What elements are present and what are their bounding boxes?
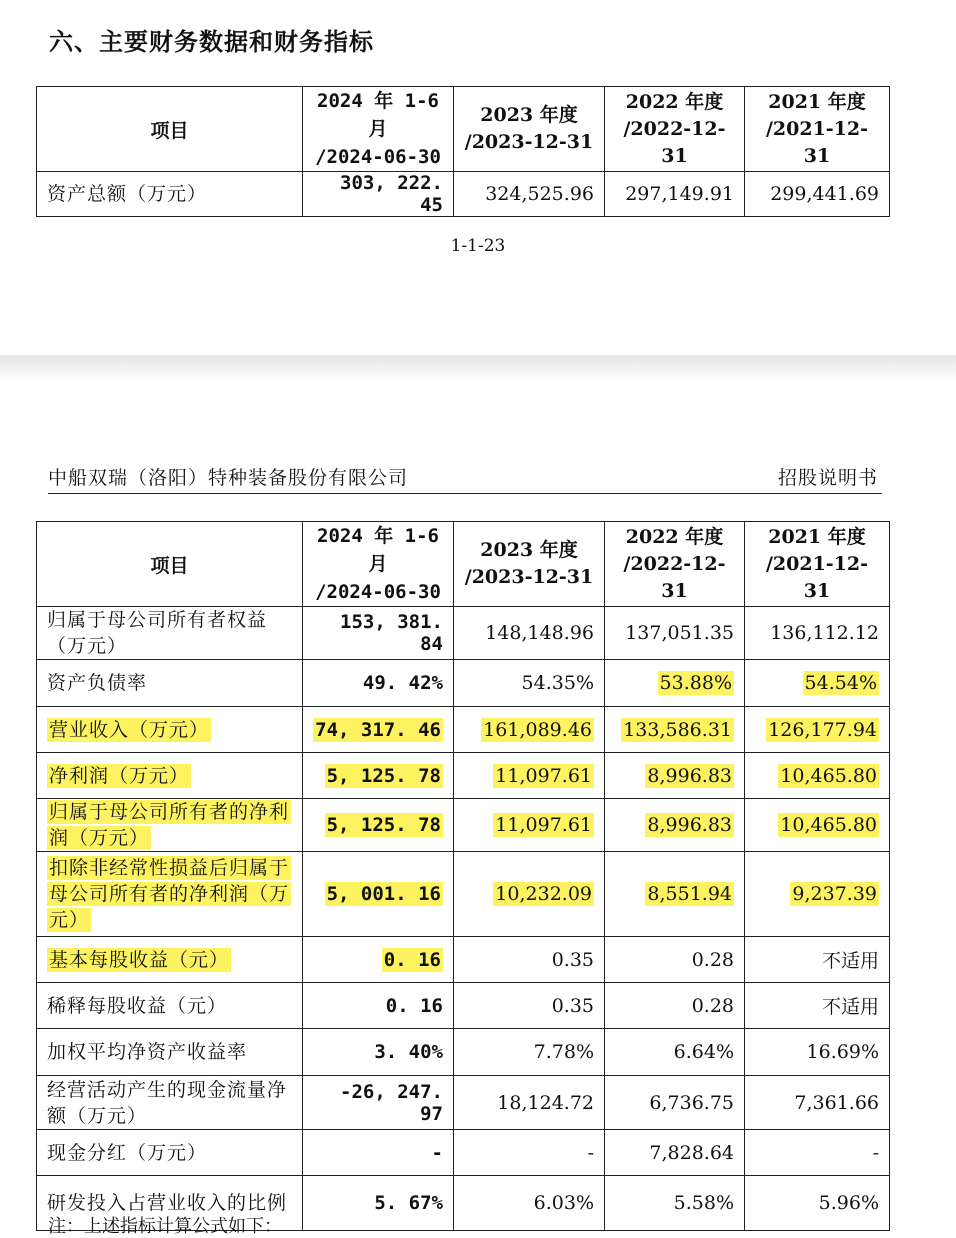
row-value: 5, 125. 78 [326,764,441,787]
header-period-line2: /2021-12-31 [765,552,869,602]
row-value: 6.64% [673,1041,734,1063]
financial-table-part2 [36,521,890,1231]
running-header [48,463,882,494]
row-label: 稀释每股收益（元） [47,994,228,1017]
row-value-cell [605,799,745,852]
row-value: - [587,1141,594,1164]
row-value-cell [454,983,605,1029]
row-value-cell [303,1076,454,1130]
document-type: 招股说明书 [777,467,878,489]
row-value: 11,097.61 [495,814,592,836]
row-value-cell [745,753,890,799]
row-value: 10,232.09 [495,883,592,905]
row-label: 资产总额（万元） [47,183,208,205]
row-value-cell [454,799,605,852]
row-value-cell [605,753,745,799]
row-label-cell [37,983,303,1029]
row-value: 3. 40% [374,1041,443,1063]
row-value: 6,736.75 [649,1091,734,1114]
row-label-cell [37,660,303,707]
row-value: 53.88% [659,672,732,694]
row-value: 7,828.64 [649,1141,734,1164]
row-value: 5.96% [818,1192,879,1214]
row-label: 基本每股收益（元） [49,948,230,971]
row-value: 16.69% [806,1041,879,1063]
row-value: 324,525.96 [485,183,594,205]
header-period-3 [605,87,745,172]
row-value: 126,177.94 [768,718,877,741]
row-value: 不适用 [821,996,879,1018]
header-period-line1: 2022 年度 [625,525,724,548]
row-value-cell [454,1029,605,1076]
row-value-cell [745,660,890,707]
financial-table-part1 [36,86,890,217]
row-value-cell [454,172,605,217]
section-title: 六、主要财务数据和财务指标 [49,28,374,56]
table-header-row [37,522,890,607]
header-period-line2: /2022-12-31 [623,117,726,167]
page-2 [0,377,956,1238]
row-label-cell [37,852,303,937]
header-period-line2: /2024-06-30 [315,146,441,168]
row-label: 资产负债率 [47,672,148,694]
row-value: 133,586.31 [623,718,732,741]
row-value-cell [454,852,605,937]
row-label-cell [37,707,303,753]
row-value: 8,996.83 [647,764,732,787]
header-period-line1: 2021 年度 [768,525,866,548]
row-value-cell [454,1130,605,1176]
row-value-cell [303,660,454,707]
header-period-1 [303,87,454,172]
row-value-cell [605,660,745,707]
row-value: 11,097.61 [495,764,592,787]
row-value: 8,996.83 [647,814,732,836]
row-label: 加权平均净资产收益率 [47,1041,248,1063]
row-value-cell [454,1076,605,1130]
row-label: 研发投入占营业收入的比例 [47,1192,288,1214]
row-value-cell [605,172,745,217]
table-row [37,753,890,799]
table-row [37,1076,890,1130]
row-value-cell [745,172,890,217]
row-label-cell [37,1130,303,1176]
row-value-cell [303,1029,454,1076]
row-value: 18,124.72 [497,1091,594,1114]
header-period-line2: /2021-12-31 [765,117,869,167]
table-row [37,707,890,753]
footnote: 注：上述指标计算公式如下： [48,1216,282,1237]
row-value: 10,465.80 [780,764,877,787]
row-value-cell [745,707,890,753]
table-row [37,660,890,707]
header-item [37,522,303,607]
row-value-cell [454,1176,605,1231]
table-row [37,172,890,217]
header-period-line2: /2022-12-31 [623,552,726,602]
row-value: 5.58% [673,1192,734,1214]
row-label-cell [37,937,303,983]
row-label-cell [37,1076,303,1130]
row-value: 74, 317. 46 [315,718,441,741]
row-value-cell [303,707,454,753]
table-row [37,1130,890,1176]
page-number: 1-1-23 [450,236,506,256]
row-label: 归属于母公司所有者的净利润（万元） [49,801,290,849]
page-break [0,355,956,377]
row-value: 10,465.80 [780,814,877,836]
table-row [37,607,890,660]
row-label: 归属于母公司所有者权益（万元） [47,609,268,657]
header-period-line1: 2022 年度 [625,90,724,113]
header-item-label: 项目 [150,119,189,142]
row-value-cell [303,607,454,660]
row-label-cell [37,799,303,852]
row-value-cell [303,172,454,217]
row-value: 0.35 [551,994,594,1017]
row-value-cell [454,607,605,660]
row-value-cell [745,852,890,937]
row-value: 7.78% [533,1041,594,1063]
row-value-cell [303,852,454,937]
row-value-cell [605,707,745,753]
row-value-cell [745,799,890,852]
row-value: 303, 222. 45 [340,172,443,216]
row-value: - [872,1141,879,1164]
row-value-cell [303,799,454,852]
table-row [37,1029,890,1076]
row-value: 161,089.46 [483,718,592,741]
row-label-cell [37,172,303,217]
row-value-cell [303,983,454,1029]
row-value-cell [745,1176,890,1231]
row-value: 153, 381. 84 [340,611,443,655]
header-period-1 [303,522,454,607]
row-value-cell [303,1176,454,1231]
header-period-line1: 2023 年度 [480,539,578,561]
row-value-cell [605,1076,745,1130]
row-value: 8,551.94 [647,883,732,905]
row-value-cell [454,937,605,983]
header-period-4 [745,522,890,607]
header-period-line1: 2021 年度 [768,90,866,113]
header-period-line2: /2024-06-30 [315,581,441,603]
row-value-cell [605,1130,745,1176]
header-period-line1: 2023 年度 [480,104,578,126]
row-label-cell [37,753,303,799]
row-value-cell [745,607,890,660]
row-value: 0.35 [551,948,594,971]
row-label: 净利润（万元） [49,764,190,787]
row-value: 136,112.12 [770,622,879,644]
header-item-label: 项目 [150,554,189,577]
header-period-line1: 2024 年 1-6 月 [317,525,439,575]
table-row [37,983,890,1029]
table-row [37,937,890,983]
row-value: 不适用 [821,950,879,972]
row-value-cell [605,607,745,660]
row-value: -26, 247. 97 [340,1080,443,1125]
header-period-line1: 2024 年 1-6 月 [317,90,439,140]
row-value: 0. 16 [383,948,441,971]
row-value-cell [605,1029,745,1076]
header-period-2 [454,87,605,172]
row-value: 7,361.66 [794,1091,879,1114]
row-value-cell [303,1130,454,1176]
row-value-cell [303,937,454,983]
row-value: 0.28 [691,994,734,1017]
table-header-row [37,87,890,172]
header-period-line2: /2023-12-31 [464,566,594,588]
table-row [37,799,890,852]
row-value: 5, 125. 78 [326,814,441,836]
row-label-cell [37,607,303,660]
row-value-cell [745,937,890,983]
row-label-cell [37,1029,303,1076]
row-value: 5, 001. 16 [326,883,441,905]
header-period-line2: /2023-12-31 [464,131,594,153]
row-value: 9,237.39 [792,883,877,905]
row-value-cell [454,753,605,799]
row-value-cell [605,983,745,1029]
row-value-cell [605,937,745,983]
row-value: 6.03% [533,1192,594,1214]
row-value: 297,149.91 [625,183,734,205]
header-period-4 [745,87,890,172]
row-value-cell [454,707,605,753]
row-value: 5. 67% [374,1192,443,1214]
page-1 [0,0,956,355]
row-value: 148,148.96 [485,622,594,644]
row-value-cell [303,753,454,799]
row-value-cell [745,983,890,1029]
row-value-cell [745,1029,890,1076]
table-row [37,852,890,937]
company-name: 中船双瑞（洛阳）特种装备股份有限公司 [48,467,409,489]
header-item [37,87,303,172]
row-value-cell [605,852,745,937]
row-value-cell [454,660,605,707]
row-value: 49. 42% [362,672,443,694]
row-value: - [431,1141,443,1164]
row-value: 0.28 [691,948,734,971]
row-value-cell [745,1130,890,1176]
row-label: 扣除非经常性损益后归属于母公司所有者的净利润（万元） [49,857,290,931]
header-period-3 [605,522,745,607]
row-value-cell [745,1076,890,1130]
row-label: 现金分红（万元） [47,1141,208,1164]
row-value: 137,051.35 [625,622,734,644]
header-period-2 [454,522,605,607]
row-label: 经营活动产生的现金流量净额（万元） [47,1078,288,1127]
row-value: 54.35% [521,672,594,694]
row-value-cell [605,1176,745,1231]
row-value: 0. 16 [385,994,443,1017]
row-value: 299,441.69 [770,183,879,205]
row-value: 54.54% [804,672,877,694]
row-label: 营业收入（万元） [49,718,210,741]
